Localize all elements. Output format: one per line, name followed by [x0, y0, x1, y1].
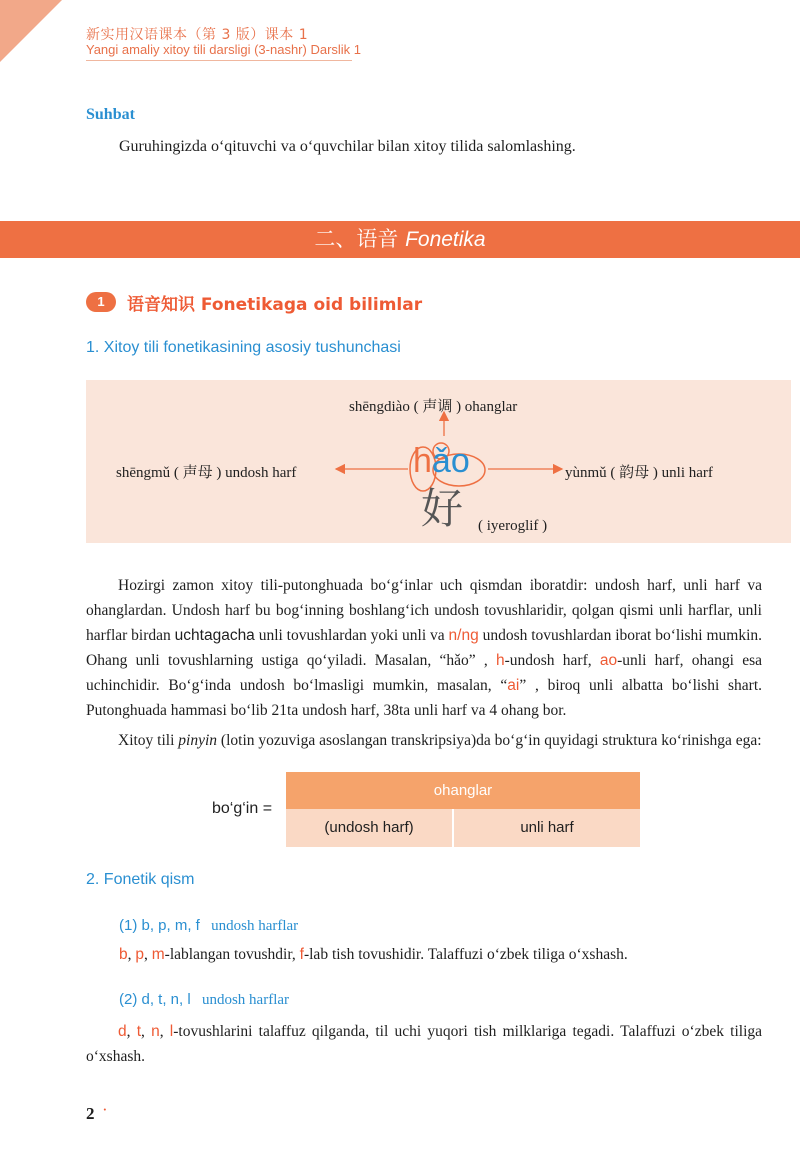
- p1-text-c: unli tovushlardan yoki unli va: [254, 627, 449, 644]
- syllable-diagram: [86, 380, 791, 543]
- p1-text-b: uchtagacha: [174, 627, 255, 644]
- g1-red-m: m: [151, 946, 165, 963]
- p2-text-a: Xitoy tili: [118, 732, 179, 749]
- p1-red-h: h: [495, 652, 505, 669]
- header-corner-decoration: [0, 0, 62, 62]
- p1-text-d: undosh tovushlardan iborat bo‘lishi mumkin. Ohang unli tovushlarning ustiga qo‘yiladi. Masalan, “hǎo” ,: [86, 627, 763, 669]
- initial-label: shēngmǔ ( 声母 ) undosh harf: [116, 465, 297, 481]
- book-title-chinese: 新实用汉语课本（第 3 版）课本 1: [86, 27, 309, 43]
- section-title: [0, 221, 800, 258]
- g2-text-a: -tovushlarini talaffuz qilganda, til uchi yuqori tish milklariga tegadi. Talaffuzi o‘zbek tiliga o‘xshash.: [86, 1023, 763, 1065]
- suhbat-instruction: Guruhingizda o‘qituvchi va o‘quvchilar bilan xitoy tilida salomlashing.: [119, 138, 576, 155]
- g1-text-a: -lablangan tovushdir,: [164, 946, 300, 963]
- tones-label: shēngdiào ( 声调 ) ohanglar: [349, 399, 518, 415]
- hanzi-character: 好: [421, 484, 464, 533]
- section-title-chinese: 二、语音: [314, 227, 406, 251]
- g1-text-b: -lab tish tovushidir. Talaffuzi o‘zbek tiliga o‘xshash.: [303, 946, 628, 963]
- heading-phonetic-part: 2. Fonetik qism: [86, 871, 195, 888]
- section-title-uzbek: Fonetika: [405, 228, 486, 251]
- group1-label: (1) b, p, m, f: [119, 917, 200, 934]
- header-rule: [86, 60, 352, 61]
- group2-heading: [119, 991, 289, 1009]
- page-number: 2: [86, 1104, 95, 1123]
- g1-red-f: f: [299, 946, 304, 963]
- g2-red-d: d: [118, 1023, 127, 1040]
- p1-red-nng: n/ng: [448, 627, 479, 644]
- book-title-uzbek: Yangi amaliy xitoy tili darsligi (3-nashr) Darslik 1: [86, 42, 362, 57]
- p1-text-a: Hozirgi zamon xitoy tili-putonghuada bo‘g‘inlar uch qismdan iboratdir: undosh harf, unli harf va ohanglardan. Undosh harf bu bog‘inning boshlang‘ich undosh tovushlaridir, qolgan qismi unli harflar, unli harflar birdan: [86, 577, 762, 644]
- heading-basic-concepts: 1. Xitoy tili fonetikasining asosiy tushunchasi: [86, 339, 401, 356]
- syllable-final: ǎo: [431, 442, 470, 480]
- p1-red-ao: ao: [599, 652, 618, 669]
- group2-label: (2) d, t, n, l: [119, 991, 191, 1008]
- p1-text-f: -unli harf, ohangi esa uchinchidir. Bo‘g‘inda undosh bo‘lmasligi mumkin, masalan, “: [86, 652, 762, 694]
- structure-tones-cell: ohanglar: [286, 772, 640, 809]
- g2-red-l: l: [169, 1023, 174, 1040]
- group2-desc: undosh harflar: [201, 992, 290, 1008]
- syllable-structure-table: [286, 772, 640, 847]
- subsection-title: 语音知识 Fonetikaga oid bilimlar: [127, 295, 423, 315]
- g2-red-t: t: [136, 1023, 142, 1040]
- syllable-hao: [413, 444, 470, 478]
- group2-explanation: d, t, n, l-tovushlarini talaffuz qilganda, til uchi yuqori tish milklariga tegadi. Talaffuzi o‘zbek tiliga o‘xshash.: [86, 1023, 763, 1065]
- hanzi-label: ( iyeroglif ): [478, 518, 548, 534]
- p2-pinyin: pinyin: [178, 732, 218, 749]
- group1-heading: [119, 917, 298, 935]
- p1-text-e: -undosh harf,: [504, 652, 600, 669]
- group1-explanation: b, p, m-lablangan tovushdir, f-lab tish tovushidir. Talaffuzi o‘zbek tiliga o‘xshash.: [119, 946, 628, 963]
- final-label: yùnmǔ ( 韵母 ) unli harf: [565, 465, 713, 481]
- g1-red-p: p: [135, 946, 144, 963]
- structure-initial-cell: (undosh harf): [286, 809, 452, 847]
- p2-text-b: (lotin yozuviga asoslangan transkripsiya)da bo‘g‘in quyidagi struktura ko‘rinishga ega:: [217, 732, 762, 749]
- g2-red-n: n: [151, 1023, 160, 1040]
- group1-desc: undosh harflar: [211, 918, 299, 934]
- subsection-number-badge: 1: [86, 292, 116, 312]
- p1-red-ai: ai: [507, 677, 520, 694]
- syllable-equation-label: bo‘g‘in =: [212, 800, 273, 817]
- g1-red-b: b: [119, 946, 128, 963]
- syllable-initial: h: [413, 442, 432, 480]
- p1-text-g: ” , biroq unli albatta bo‘lishi shart. Putonghuada hammasi bo‘lib 21ta undosh harf, 38ta unli harf va 4 ohang bor.: [86, 677, 762, 719]
- paragraph-syllable-structure: [86, 573, 762, 753]
- structure-final-cell: unli harf: [454, 809, 640, 847]
- suhbat-heading: Suhbat: [86, 106, 135, 123]
- page-number-dot: ·: [102, 1100, 108, 1119]
